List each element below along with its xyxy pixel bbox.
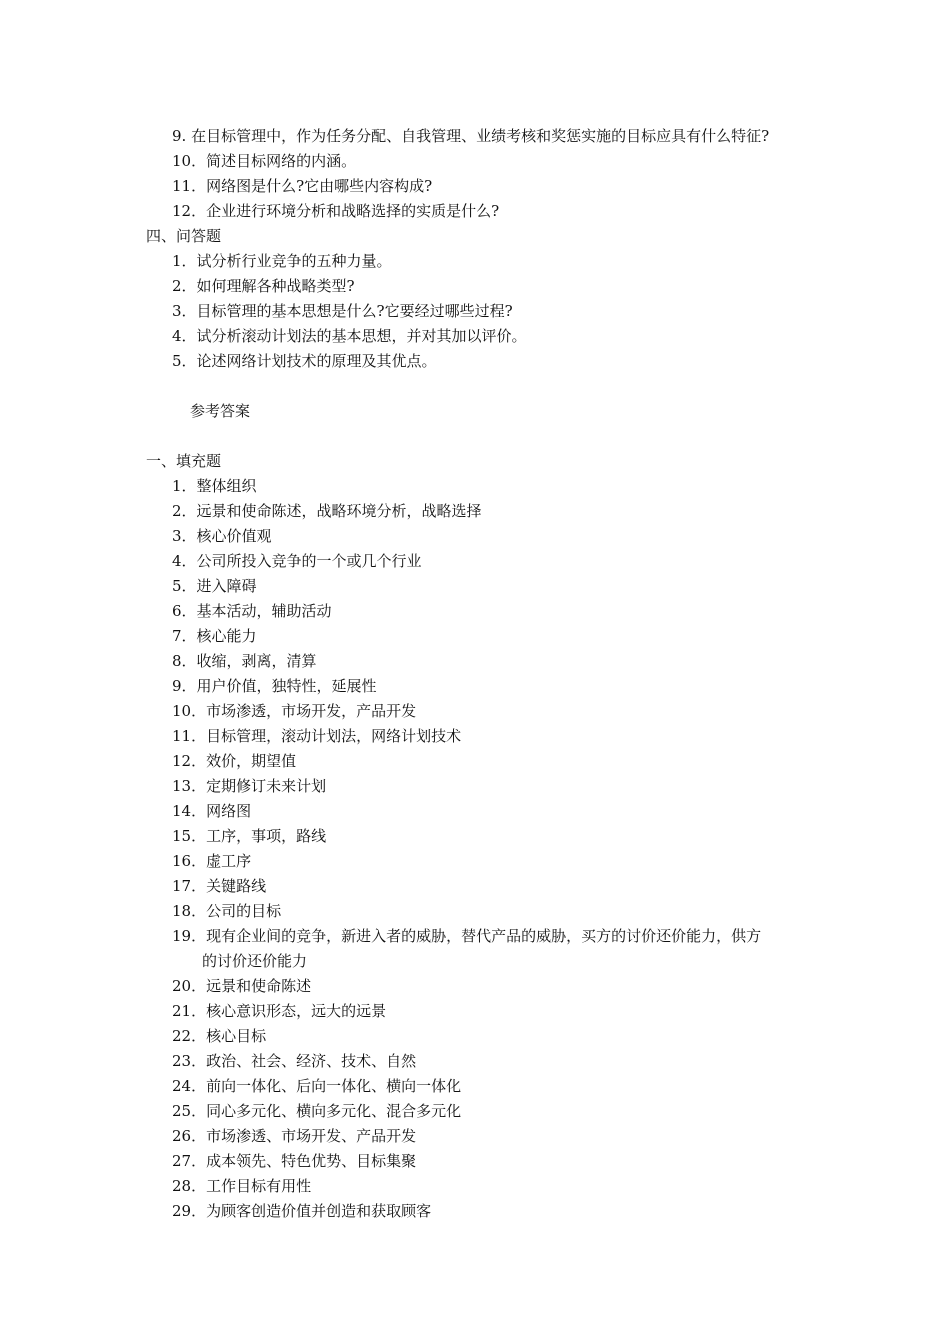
answers-title: 参考答案: [190, 402, 251, 420]
question-9: 9. 在目标管理中，作为任务分配、自我管理、业绩考核和奖惩实施的目标应具有什么特征?: [172, 127, 770, 145]
answer-item: 29．为顾客创造价值并创造和获取顾客: [172, 1202, 432, 1220]
answer-item: 17．关键路线: [172, 877, 267, 895]
answer-item: 23．政治、社会、经济、技术、自然: [172, 1052, 417, 1070]
answer-item: 13．定期修订未来计划: [172, 777, 327, 795]
answer-item: 9．用户价值，独特性，延展性: [172, 677, 377, 695]
answer-item: 26．市场渗透、市场开发、产品开发: [172, 1127, 417, 1145]
qa-item-5: 5．论述网络计划技术的原理及其优点。: [172, 352, 437, 370]
answer-item: 24．前向一体化、后向一体化、横向一体化: [172, 1077, 462, 1095]
answer-item: 19．现有企业间的竞争，新进入者的威胁，替代产品的威胁，买方的讨价还价能力，供方: [172, 927, 762, 945]
qa-item-1: 1．试分析行业竞争的五种力量。: [172, 252, 392, 270]
answer-item: 1．整体组织: [172, 477, 257, 495]
answer-item: 25．同心多元化、横向多元化、混合多元化: [172, 1102, 462, 1120]
answer-item: 28．工作目标有用性: [172, 1177, 312, 1195]
answer-item-continuation: 的讨价还价能力: [202, 952, 308, 970]
qa-item-3: 3．目标管理的基本思想是什么?它要经过哪些过程?: [172, 302, 513, 320]
section-heading-qa: 四、问答题: [146, 227, 222, 245]
section-heading-fill: 一、填充题: [146, 452, 222, 470]
answer-item: 6．基本活动，辅助活动: [172, 602, 332, 620]
answer-item: 16．虚工序: [172, 852, 252, 870]
answer-item: 3．核心价值观: [172, 527, 272, 545]
answer-item: 21．核心意识形态，远大的远景: [172, 1002, 387, 1020]
qa-item-4: 4．试分析滚动计划法的基本思想，并对其加以评价。: [172, 327, 527, 345]
question-11: 11．网络图是什么?它由哪些内容构成?: [172, 177, 433, 195]
answer-item: 10．市场渗透，市场开发，产品开发: [172, 702, 417, 720]
answer-item: 11．目标管理，滚动计划法，网络计划技术: [172, 727, 462, 745]
answer-item: 12．效价，期望值: [172, 752, 297, 770]
answer-item: 22．核心目标: [172, 1027, 267, 1045]
answer-item: 7．核心能力: [172, 627, 257, 645]
answer-item: 15．工序，事项，路线: [172, 827, 327, 845]
answer-item: 14．网络图: [172, 802, 252, 820]
answer-item: 20．远景和使命陈述: [172, 977, 312, 995]
question-10: 10．简述目标网络的内涵。: [172, 152, 357, 170]
answer-item: 4．公司所投入竞争的一个或几个行业: [172, 552, 422, 570]
answer-item: 5．进入障碍: [172, 577, 257, 595]
question-12: 12．企业进行环境分析和战略选择的实质是什么?: [172, 202, 500, 220]
answer-item: 18．公司的目标: [172, 902, 282, 920]
answer-item: 27．成本领先、特色优势、目标集聚: [172, 1152, 417, 1170]
qa-item-2: 2．如何理解各种战略类型?: [172, 277, 355, 295]
answer-item: 2．远景和使命陈述，战略环境分析，战略选择: [172, 502, 482, 520]
answer-item: 8．收缩，剥离，清算: [172, 652, 317, 670]
